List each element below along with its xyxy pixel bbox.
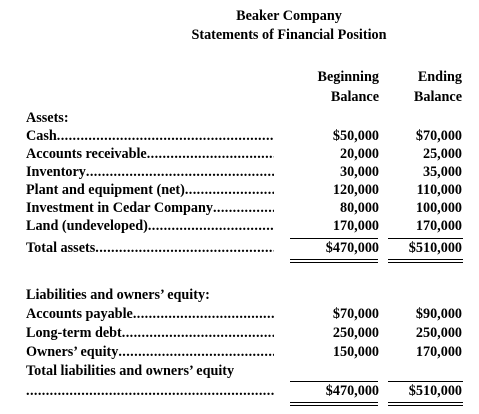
asset-row-begin: 80,000 bbox=[339, 200, 379, 216]
company-name: Beaker Company bbox=[236, 8, 342, 24]
asset-row-label: Land (undeveloped) ..... bbox=[26, 218, 274, 235]
subtotal-rule-end bbox=[388, 238, 463, 239]
liability-row-label: Accounts payable ..... bbox=[26, 306, 274, 323]
asset-row-begin: 120,000 bbox=[332, 182, 379, 198]
liability-row-begin: $70,000 bbox=[332, 306, 379, 322]
asset-row-begin: $50,000 bbox=[332, 128, 379, 144]
subtotal-rule-begin bbox=[290, 238, 378, 239]
statement-title: Statements of Financial Position bbox=[191, 27, 387, 43]
liability-row-begin: 250,000 bbox=[332, 325, 379, 341]
asset-row-begin: 170,000 bbox=[332, 218, 379, 234]
total-double-rule-begin bbox=[290, 259, 378, 263]
total-double-rule-begin bbox=[290, 402, 378, 406]
total-liabilities-begin: $470,000 bbox=[325, 383, 379, 399]
asset-row-begin: 30,000 bbox=[339, 164, 379, 180]
asset-row-label: Inventory ..... bbox=[26, 164, 274, 181]
total-assets-begin: $470,000 bbox=[325, 240, 379, 256]
liability-row-begin: 150,000 bbox=[332, 344, 379, 360]
total-liabilities-label: Total liabilities and owners’ equity bbox=[26, 363, 235, 379]
asset-row-end: 110,000 bbox=[416, 182, 462, 198]
total-double-rule-end bbox=[388, 402, 463, 406]
liability-row-end: 170,000 bbox=[415, 344, 462, 360]
assets-heading: Assets: bbox=[26, 110, 69, 126]
liabilities-heading: Liabilities and owners’ equity: bbox=[26, 287, 210, 303]
subtotal-rule-end bbox=[388, 381, 463, 382]
asset-row-label: Cash ..... bbox=[26, 128, 274, 145]
asset-row-label: Accounts receivable ..... bbox=[26, 146, 274, 163]
liability-row-label: Long-term debt ..... bbox=[26, 325, 274, 342]
asset-row-end: 25,000 bbox=[422, 146, 462, 162]
asset-row-begin: 20,000 bbox=[339, 146, 379, 162]
asset-row-end: 100,000 bbox=[415, 200, 462, 216]
liability-row-label: Owners’ equity ..... bbox=[26, 344, 274, 361]
total-assets-label: Total assets ..... bbox=[26, 240, 274, 257]
ending-header-line2: Balance bbox=[413, 89, 462, 105]
asset-row-end: 35,000 bbox=[422, 164, 462, 180]
asset-row-end: 170,000 bbox=[415, 218, 462, 234]
total-liabilities-leader bbox=[26, 383, 274, 400]
total-assets-end: $510,000 bbox=[408, 240, 462, 256]
ending-header-line1: Ending bbox=[417, 69, 462, 85]
subtotal-rule-begin bbox=[290, 381, 378, 382]
liability-row-end: 250,000 bbox=[415, 325, 462, 341]
asset-row-label: Investment in Cedar Company ..... bbox=[26, 200, 274, 217]
asset-row-end: $70,000 bbox=[415, 128, 462, 144]
beginning-header-line1: Beginning bbox=[317, 69, 379, 85]
total-double-rule-end bbox=[388, 259, 463, 263]
total-liabilities-end: $510,000 bbox=[408, 383, 462, 399]
asset-row-label: Plant and equipment (net) ..... bbox=[26, 182, 274, 199]
beginning-header-line2: Balance bbox=[330, 89, 379, 105]
liability-row-end: $90,000 bbox=[415, 306, 462, 322]
